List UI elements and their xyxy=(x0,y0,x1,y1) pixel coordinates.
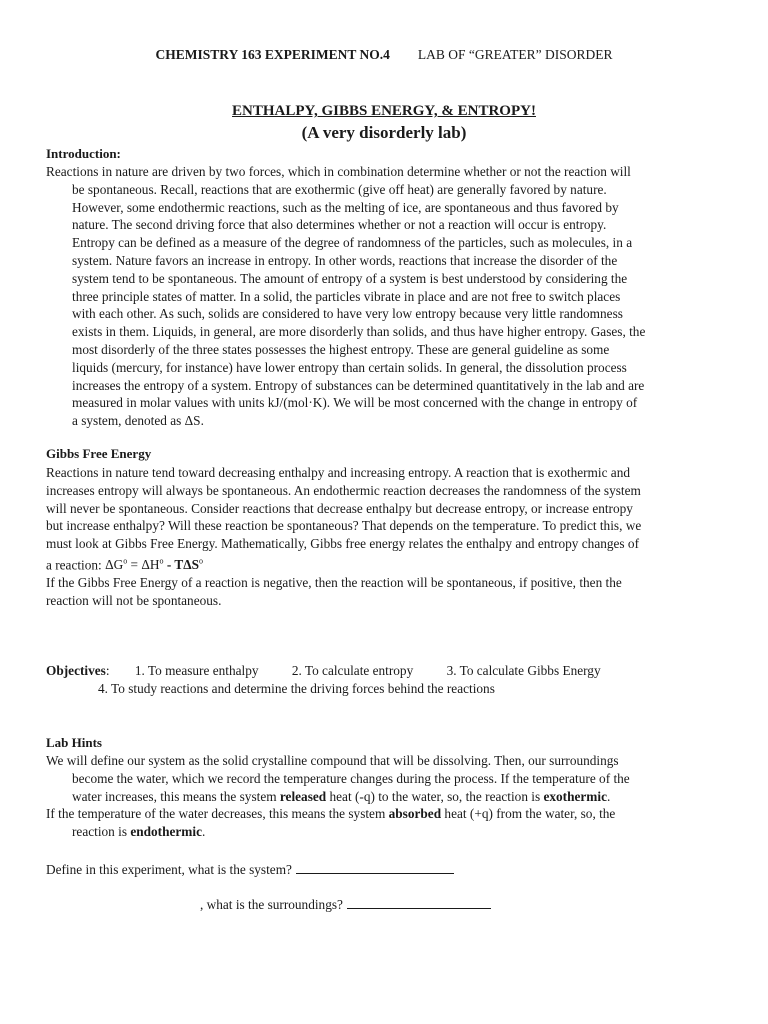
absorbed-term: absorbed xyxy=(388,806,442,822)
gibbs-paragraph xyxy=(46,464,726,610)
document-subtitle: (A very disorderly lab) xyxy=(301,123,467,142)
intro-line: system. Nature favors an increase in entropy. In other words, reactions that increase the disorder of the xyxy=(72,252,618,268)
hint-text: heat (-q) to the water, so, the reaction is xyxy=(326,788,544,804)
objectives-colon: : xyxy=(105,663,110,678)
introduction-heading: Introduction: xyxy=(46,146,121,161)
system-question xyxy=(46,860,454,878)
objective-item: 1. To measure enthalpy xyxy=(134,663,259,678)
intro-line: exists in them. Liquids, in general, are more disorderly than solids, and thus have higher entropy. Gases, the xyxy=(72,324,646,340)
objective-item: 4. To study reactions and determine the driving forces behind the reactions xyxy=(98,681,495,696)
hint-text: . xyxy=(606,788,611,804)
system-question-text: Define in this experiment, what is the system? xyxy=(46,862,292,877)
hint-line xyxy=(46,805,726,823)
hint-line xyxy=(46,823,726,841)
intro-line: be spontaneous. Recall, reactions that are exothermic (give off heat) are generally favored by nature. xyxy=(72,181,607,197)
intro-line: most disorderly of the three states possesses the highest entropy. These are general guideline as some xyxy=(72,341,610,357)
equation-degree: o xyxy=(159,556,164,566)
gibbs-line: reaction will not be spontaneous. xyxy=(46,593,222,608)
surroundings-question xyxy=(200,895,491,913)
document-title: ENTHALPY, GIBBS ENERGY, & ENTROPY! xyxy=(232,103,536,119)
intro-line: measured in molar values with units kJ/(mol·K). We will be most concerned with the change in entropy of xyxy=(72,395,638,411)
introduction-paragraph xyxy=(46,163,726,430)
hint-line: We will define our system as the solid crystalline compound that will be dissolving. Then, our surroundings xyxy=(46,753,619,768)
released-term: released xyxy=(279,788,327,804)
system-answer-blank[interactable] xyxy=(296,860,454,874)
hint-text: If the temperature of the water decreases, this means the system xyxy=(46,806,389,822)
surroundings-answer-blank[interactable] xyxy=(347,895,491,909)
equation-degree: o xyxy=(198,556,203,566)
gibbs-equation-line xyxy=(46,553,726,574)
hint-text: water increases, this means the system xyxy=(72,788,280,804)
objectives xyxy=(46,662,601,680)
objectives-label: Objectives xyxy=(46,663,106,678)
lab-name: LAB OF “GREATER” DISORDER xyxy=(417,47,613,62)
intro-line: with each other. As such, solids are considered to have very low entropy because very little randomness xyxy=(72,306,623,322)
surroundings-question-text: , what is the surroundings? xyxy=(200,897,343,912)
objective-item: 3. To calculate Gibbs Energy xyxy=(446,663,601,678)
gibbs-line: but increase enthalpy? Will these reaction be spontaneous? That depends on the temperature. To predict this, we xyxy=(46,518,642,534)
hint-line xyxy=(46,788,726,806)
gibbs-heading: Gibbs Free Energy xyxy=(46,446,152,461)
intro-line: liquids (mercury, for instance) have lower entropy than certain solids. In general, the dissolution process xyxy=(72,359,627,375)
document-header xyxy=(0,47,768,63)
equation-delta-g: ΔG xyxy=(105,557,124,573)
intro-line: nature. The second driving force that also determines whether or not a reaction will occur is entropy. xyxy=(72,217,607,233)
equation-lead: a reaction: xyxy=(46,557,106,573)
gibbs-line: will never be spontaneous. Consider reactions that decrease enthalpy but decrease entropy, or increase entropy xyxy=(46,500,633,516)
gibbs-line: increases entropy will always be spontaneous. An endothermic reaction decreases the randomness of the system xyxy=(46,482,641,498)
exothermic-term: exothermic xyxy=(543,788,607,804)
equation-delta-h: = ΔH xyxy=(127,557,160,573)
gibbs-line: must look at Gibbs Free Energy. Mathematically, Gibbs free energy relates the enthalpy and entropy changes of xyxy=(46,536,640,552)
course-label: CHEMISTRY 163 EXPERIMENT NO.4 xyxy=(155,47,390,62)
lab-hints-heading: Lab Hints xyxy=(46,735,102,750)
equation-degree: o xyxy=(123,556,128,566)
intro-line: Reactions in nature are driven by two forces, which in combination determine whether or not the reaction will xyxy=(46,164,631,179)
equation-t-delta-s: - TΔS xyxy=(163,557,199,573)
hint-text: heat (+q) from the water, so, the xyxy=(441,806,616,822)
intro-line: a system, denoted as ΔS. xyxy=(72,413,204,429)
gibbs-line: If the Gibbs Free Energy of a reaction is negative, then the reaction will be spontaneous, if positive, then the xyxy=(46,575,622,591)
intro-line: Entropy can be defined as a measure of the degree of randomness of the particles, such as molecules, in a xyxy=(72,235,633,251)
endothermic-term: endothermic xyxy=(130,824,202,840)
objective-item: 2. To calculate entropy xyxy=(291,663,414,678)
hint-text: . xyxy=(201,824,206,840)
gibbs-line: Reactions in nature tend toward decreasing enthalpy and increasing entropy. A reaction that is exothermic and xyxy=(46,465,631,480)
intro-line: increases the entropy of a system. Entropy of substances can be determined quantitatively in the lab and are xyxy=(72,377,645,393)
hint-line: become the water, which we record the temperature changes during the process. If the temperature of the xyxy=(72,770,630,786)
lab-hints-paragraph xyxy=(46,752,726,841)
hint-text: reaction is xyxy=(72,824,131,840)
intro-line: system tend to be spontaneous. The amount of entropy of a system is best understood by considering the xyxy=(72,270,628,286)
intro-line: However, some endothermic reactions, such as the melting of ice, are spontaneous and thus favored by xyxy=(72,199,619,215)
intro-line: three principle states of matter. In a solid, the particles vibrate in place and are not free to switch places xyxy=(72,288,621,304)
gibbs-equation xyxy=(105,557,203,572)
